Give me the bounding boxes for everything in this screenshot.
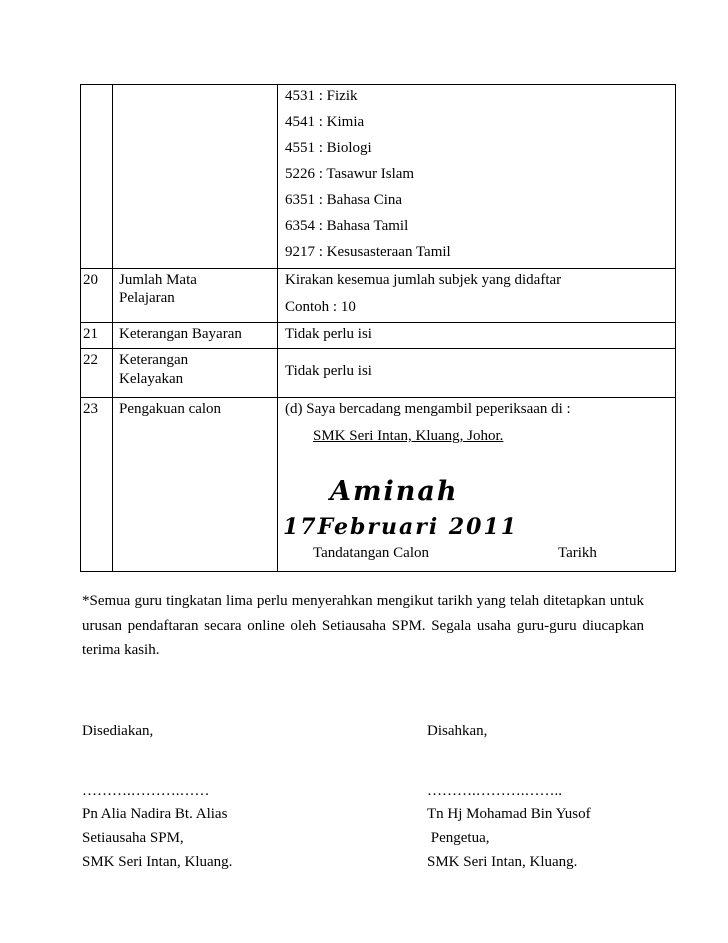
row-label: Pengakuan calon [119, 401, 222, 417]
table-border-right [675, 84, 676, 572]
signature-dots: ……….……….…… [82, 783, 210, 799]
subject-code: 5226 : Tasawur Islam [285, 166, 415, 182]
approved-by-heading: Disahkan, [427, 723, 488, 739]
table-col-divider [112, 84, 113, 572]
subject-code: 6354 : Bahasa Tamil [285, 218, 409, 234]
table-row-divider [80, 348, 676, 349]
exam-venue: SMK Seri Intan, Kluang, Johor. [313, 428, 504, 444]
table-row-divider [80, 268, 676, 269]
row-value: Kirakan kesemua jumlah subjek yang didaftar [285, 272, 562, 288]
table-border-left [80, 84, 81, 572]
subject-code: 6351 : Bahasa Cina [285, 192, 403, 208]
table-col-divider [277, 84, 278, 572]
preparer-name: Pn Alia Nadira Bt. Alias [82, 806, 228, 822]
row-number: 21 [83, 326, 98, 342]
row-label: Pelajaran [119, 290, 175, 306]
candidate-signature: Aminah [330, 476, 459, 507]
preparer-school: SMK Seri Intan, Kluang. [82, 854, 233, 870]
table-row-divider [80, 322, 676, 323]
row-number: 22 [83, 352, 98, 368]
approver-name: Tn Hj Mohamad Bin Yusof [427, 806, 591, 822]
row-number: 20 [83, 272, 98, 288]
row-value: Contoh : 10 [285, 299, 356, 315]
table-border-top [80, 84, 676, 85]
signature-label: Tandatangan Calon [313, 545, 429, 561]
row-value: (d) Saya bercadang mengambil peperiksaan di : [285, 401, 571, 417]
teacher-note: *Semua guru tingkatan lima perlu menyerahkan mengikut tarikh yang telah ditetapkan untuk urusan pendaftaran secara online oleh Setiausaha SPM. Segala usaha guru-guru diucapkan terima kasih. [82, 593, 644, 658]
row-value: Tidak perlu isi [285, 363, 372, 379]
approver-school: SMK Seri Intan, Kluang. [427, 854, 578, 870]
subject-code: 4541 : Kimia [285, 114, 365, 130]
row-label: Keterangan [119, 352, 189, 368]
subject-code: 4551 : Biologi [285, 140, 372, 156]
row-value: Tidak perlu isi [285, 326, 372, 342]
approver-title: Pengetua, [427, 830, 490, 846]
row-label: Keterangan Bayaran [119, 326, 242, 342]
preparer-title: Setiausaha SPM, [82, 830, 184, 846]
table-row-divider [80, 397, 676, 398]
row-label: Jumlah Mata [119, 272, 197, 288]
subject-code: 9217 : Kesusasteraan Tamil [285, 244, 451, 260]
signature-dots: ……….……….…….. [427, 783, 562, 799]
row-number: 23 [83, 401, 98, 417]
subject-code: 4531 : Fizik [285, 88, 358, 104]
signature-date: 17Februari 2011 [283, 514, 519, 540]
table-border-bottom [80, 571, 676, 572]
row-label: Kelayakan [119, 371, 184, 387]
prepared-by-heading: Disediakan, [82, 723, 154, 739]
date-label: Tarikh [558, 545, 597, 561]
